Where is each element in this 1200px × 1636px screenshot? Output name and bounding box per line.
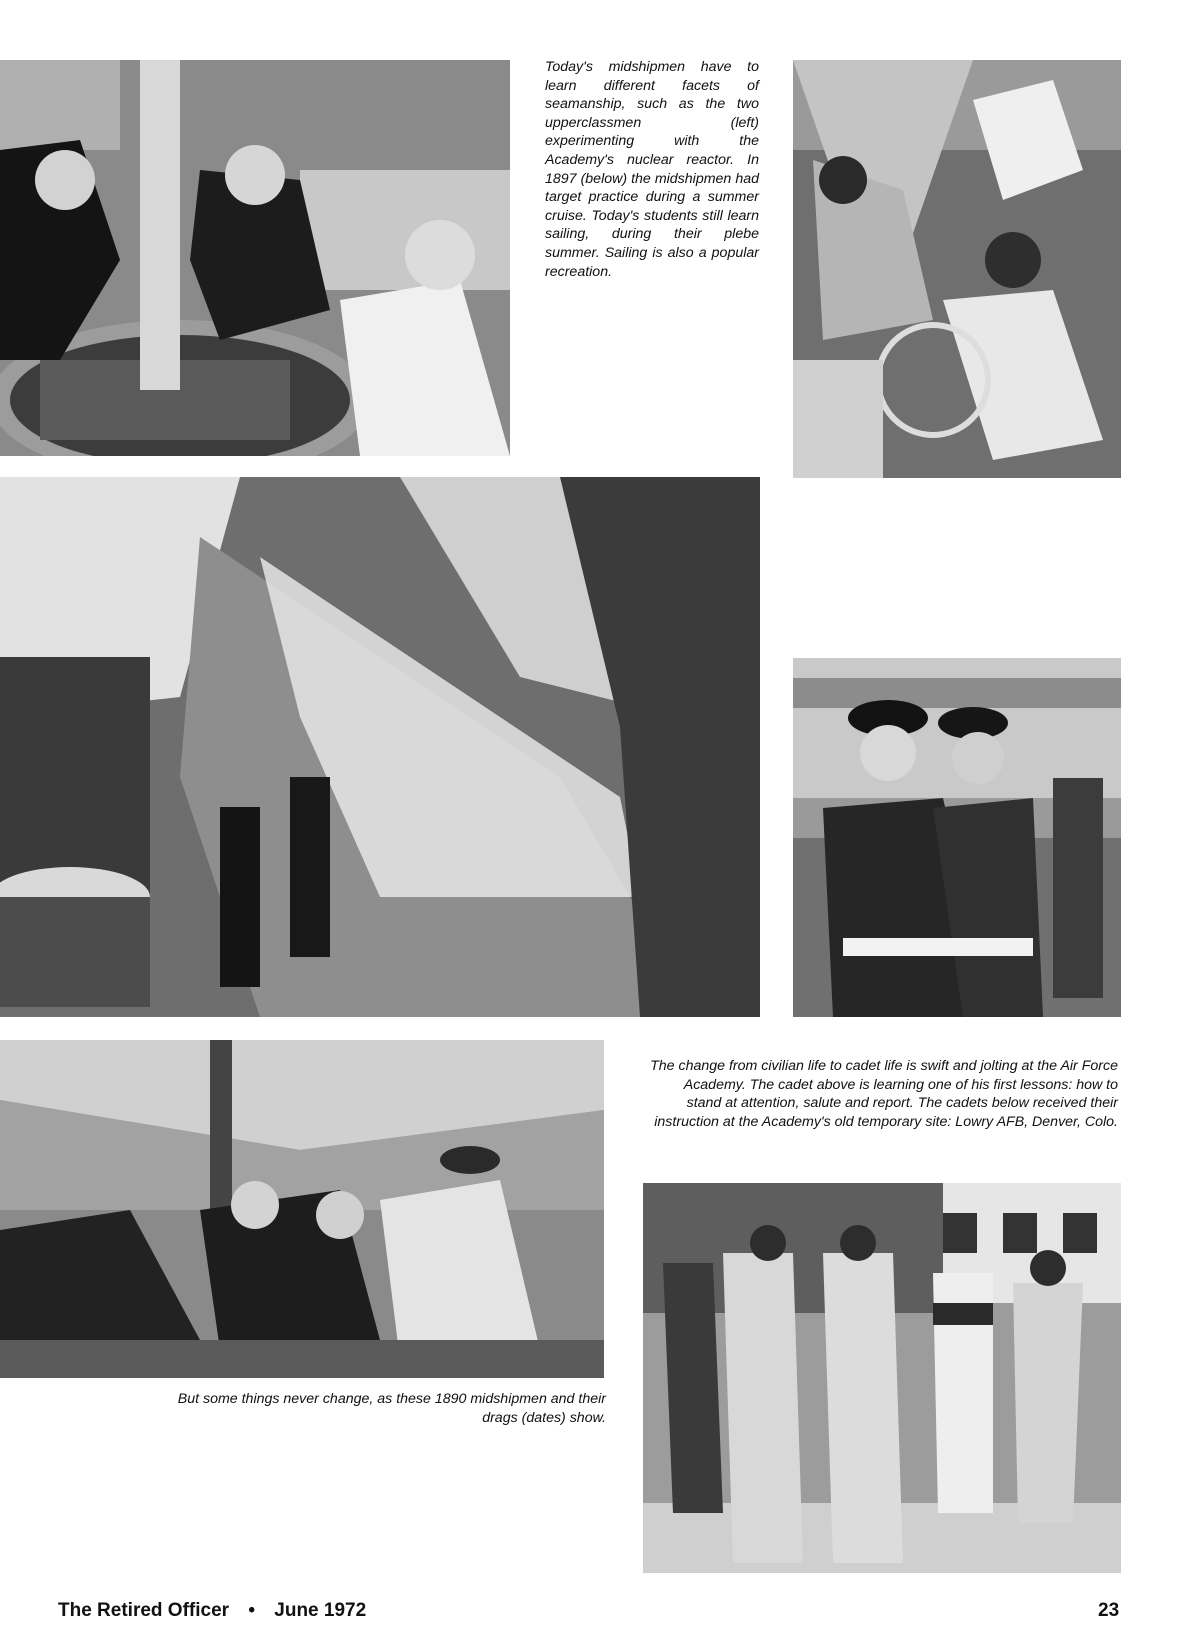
publication-name: The Retired Officer bbox=[58, 1600, 230, 1621]
page-number: 23 bbox=[1098, 1600, 1120, 1621]
nuclear-reactor-photo bbox=[0, 60, 510, 456]
top-caption: Today's midshipmen have to learn different facets of seamanship, such as the two upperclassmen (left) experimenting with the Academy's nuclear reactor. In 1897 (below) the midshipmen had target practice during a summer cruise. Today's students still learn sailing, during their plebe summer. Sailing is also a popular recreation. bbox=[545, 59, 759, 280]
cadet-attention-photo bbox=[793, 658, 1121, 1017]
footer-bullet: • bbox=[248, 1600, 255, 1621]
drags-caption: But some things never change, as these 1890 midshipmen and their drags (dates) show. bbox=[177, 1391, 606, 1426]
footer-publication bbox=[58, 1600, 366, 1622]
air-force-caption: The change from civilian life to cadet life is swift and jolting at the Air Force Academy. The cadet above is learning one of his first lessons: how to stand at attention, salute and report. The cadets below received their instruction at the Academy's old temporary site: Lowry AFB, Denver, Colo. bbox=[650, 1058, 1118, 1130]
lowry-afb-cadets-photo bbox=[643, 1183, 1121, 1573]
issue-date: June 1972 bbox=[274, 1600, 367, 1621]
sailing-photo bbox=[793, 60, 1121, 478]
target-practice-1897-photo bbox=[0, 477, 760, 1017]
midshipmen-drags-1890-photo bbox=[0, 1040, 604, 1378]
